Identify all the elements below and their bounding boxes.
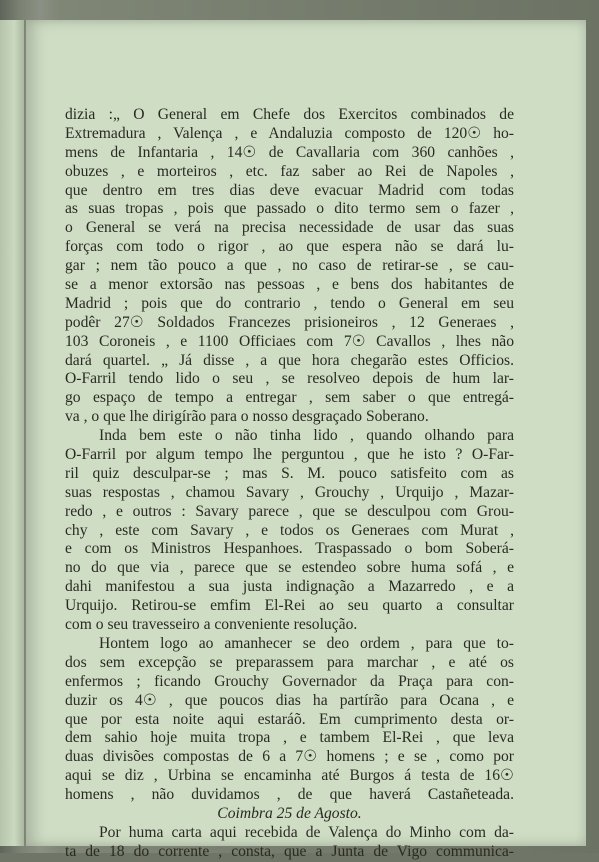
- text-line: homens , não duvidamos , de que haverá Castañeteada.: [65, 786, 514, 804]
- text-line: podêr 27☉ Soldados Francezes prisioneiros , 12 Generaes ,: [65, 313, 514, 331]
- paragraph-start-line: Por huma carta aqui recebida de Valença do Minho com da-: [99, 823, 514, 841]
- text-line: obuzes , e morteiros , etc. faz saber ao Rei de Napoles ,: [65, 162, 514, 180]
- text-line: redo , e outros : Savary parece , que se desculpou com Grou-: [65, 502, 514, 520]
- text-line: o General se verá na precisa necessidade de usar das suas: [65, 219, 514, 237]
- text-line: que por esta noite aqui estaráõ. Em cumprimento desta or-: [65, 710, 514, 728]
- text-line: O-Farril por algum tempo lhe perguntou , que he isto ? O-Far-: [65, 446, 514, 464]
- text-line: gar ; nem tão pouco a que , no caso de retirar-se , se cau-: [65, 257, 514, 275]
- text-line: no do que via , parece que se estendeo sobre huma sofá , e: [65, 559, 514, 577]
- text-line: se a menor extorsão nas pessoas , e bens dos habitantes de: [65, 276, 514, 294]
- text-line: va , o que lhe dirigírão para o nosso desgraçado Soberano.: [65, 408, 429, 426]
- text-line: ta de 18 do corrente , consta, que a Junta de Vigo communica-: [65, 842, 514, 860]
- text-line: dizia :„ O General em Chefe dos Exercitos combinados de: [65, 106, 514, 123]
- dateline: Coimbra 25 de Agosto.: [217, 804, 362, 822]
- text-line: duzir os 4☉ , que poucos dias ha partírão para Ocana , e: [65, 691, 514, 709]
- text-line: Urquijo. Retirou-se emfim El-Rei ao seu quarto a consultar: [65, 597, 514, 615]
- text-line: duas divisões compostas de 6 a 7☉ homens ; e se , como por: [65, 748, 514, 766]
- text-line: dará quartel. „ Já disse , a que hora chegarão estes Officios.: [65, 351, 514, 369]
- text-line: suas respostas , chamou Savary , Grouchy , Urquijo , Mazar-: [65, 483, 514, 501]
- text-line: dem sahio hoje muita tropa , e tambem El-Rei , que leva: [65, 729, 514, 747]
- text-line: forças com todo o rigor , ao que espera não se dará lu-: [65, 238, 514, 256]
- text-line: enfermos ; ficando Grouchy Governador da Praça para con-: [65, 672, 514, 690]
- text-line: Extremadura , Valença , e Andaluzia composto de 120☉ ho-: [65, 124, 514, 142]
- text-line: chy , este com Savary , e todos os Generaes com Murat ,: [65, 521, 514, 539]
- paragraph-start-line: Hontem logo ao amanhecer se deo ordem , para que to-: [99, 634, 514, 652]
- book-spine: [0, 20, 24, 846]
- page-text-block: [65, 106, 514, 862]
- text-line: e com os Ministros Hespanhoes. Traspassado o bom Soberá-: [65, 540, 514, 558]
- text-line: mens de Infantaria , 14☉ de Cavallaria com 360 canhões ,: [65, 143, 514, 161]
- text-line: aqui se diz , Urbina se encaminha até Burgos á testa de 16☉: [65, 767, 514, 785]
- text-line: que dentro em tres dias deve evacuar Madrid com todas: [65, 181, 514, 199]
- paragraph-start-line: Inda bem este o não tinha lido , quando olhando para: [99, 427, 514, 445]
- text-line: 103 Coroneis , e 1100 Officiaes com 7☉ Cavallos , lhes não: [65, 332, 514, 350]
- text-line: Madrid ; pois que do contrario , tendo o General em seu: [65, 294, 514, 312]
- text-line: O-Farril tendo lido o seu , se resolveo depois de hum lar-: [65, 370, 514, 388]
- text-line: as suas tropas , pois que passado o dito termo sem o fazer ,: [65, 200, 514, 218]
- text-line: dos sem excepção se preparassem para marchar , e até os: [65, 653, 514, 671]
- text-line: com o seu travesseiro a conveniente resolução.: [65, 616, 358, 634]
- text-line: go espaço de tempo a entregar , sem saber o que entregá-: [65, 389, 514, 407]
- text-line: ril quiz desculpar-se ; mas S. M. pouco satisfeito com as: [65, 464, 514, 482]
- text-line: dahi manifestou a sua justa indignação a Mazarredo , e a: [65, 578, 514, 596]
